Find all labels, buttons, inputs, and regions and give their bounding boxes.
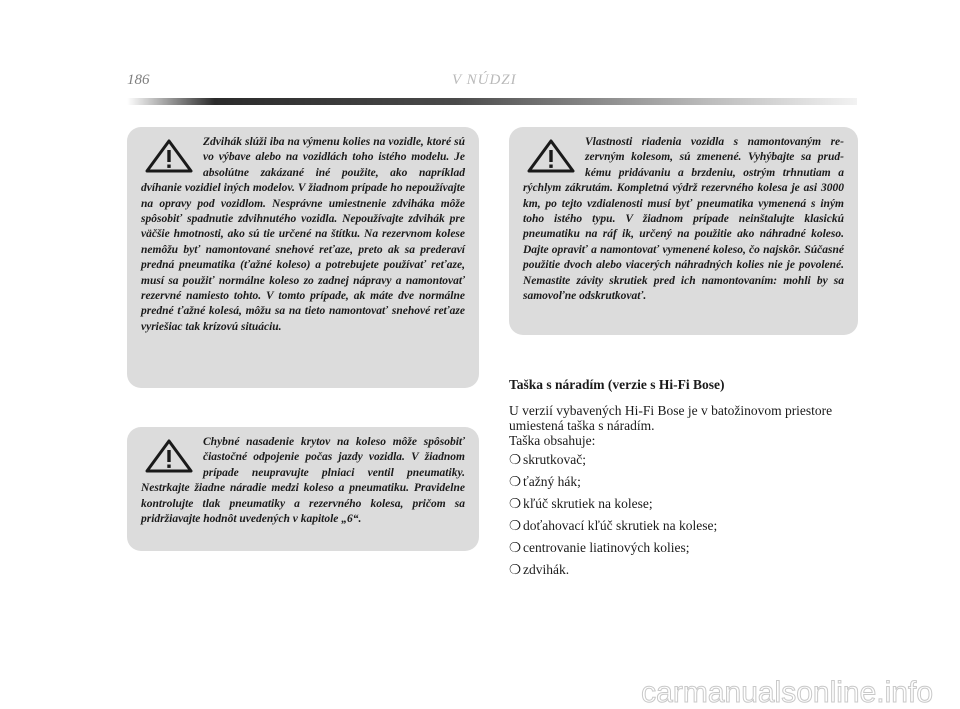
list-item: ❍ ťažný hák; (509, 474, 581, 489)
warning-box-spare-wheel (509, 127, 858, 335)
tool-list (509, 452, 859, 577)
header-rule (127, 98, 857, 105)
list-item: ❍ kľúč skrutiek na kolese; (509, 496, 653, 511)
warning-text: Chybné nasadenie krytov na koleso môže spôsobiť čiastočné odpojenie počas jazdy vozidla. V žiadnom prípade neupravujte plniaci ventil pneumatiky. Nestrkajte žiadne náradie medzi koleso a pneumatiku. Pravidelne kontrolujte tlak pneumatiky a rezervného kolesa, pričom sa pridržiavajte hodnôt uvedených v kapitole „6“. (141, 436, 465, 526)
tool-bag-contains-label: Taška obsahuje: (509, 433, 596, 448)
warning-text: Vlastnosti riadenia vozidla s namontovaným rezervným kolesom, sú zmenené. Vyhýbajte sa prudkému pridávaniu a brzdeniu, ostrým trhnutiam a rýchlym zákrutám. Kompletná výdrž rezervného kolesa je asi 3000 km, po tejto vzdialenosti musí byť pneumatika vymenená s iným toho istého typu. V žiadnom prípade neinštalujte klasickú pneumatiku na ráf ik, určený na použitie ako náhradné koleso. Dajte opraviť a namontovať vymenené koleso, čo najskôr. Súčasné použitie dvoch alebo viacerých náhradných kolies nie je povolené. Nemastite závity skrutiek pred ich namontovaním: mohli by sa samovoľne odskrutkovať. (523, 136, 844, 303)
tool-bag-section (509, 377, 859, 584)
list-item: ❍ doťahovací kľúč skrutiek na kolese; (509, 518, 718, 533)
bullet-circle-icon: ❍ (509, 496, 522, 511)
tool-bag-intro: U verzií vybavených Hi-Fi Bose je v batožinovom priestore umiestená taška s náradím. (509, 403, 833, 433)
section-title: V NÚDZI (452, 72, 517, 88)
bullet-circle-icon: ❍ (509, 562, 522, 577)
tool-bag-heading: Taška s náradím (verzie s Hi-Fi Bose) (509, 377, 725, 392)
list-item: ❍ zdvihák. (509, 562, 570, 577)
bullet-circle-icon: ❍ (509, 540, 522, 555)
bullet-circle-icon: ❍ (509, 474, 522, 489)
svg-text:carmanualsonline.info: carmanualsonline.info (641, 676, 933, 709)
warning-triangle-icon (145, 139, 193, 173)
warning-box-wheel-covers (127, 427, 479, 551)
warning-triangle-icon (527, 139, 575, 173)
warning-text: Zdvihák slúži iba na výmenu kolies na vozidle, ktoré sú vo výbave alebo na vozidlách toho istého modelu. Je absolútne zakázané iné použite, ako napríklad dvíhanie vozidiel iných modelov. V žiadnom prípade ho nepoužívajte na opravy pod vozidlom. Nesprávne umiestnenie zdviháka môže spôsobiť spadnutie zdvihnutého vozidla. Nepoužívajte zdvihák pre väčšie hmotnosti, ako sú tie určené na štítku. Na rezervnom kolese nemôžu byť namontované snehové reťaze, preto ak sa prederaví predná pneumatika (ťažné koleso) a potrebujete používať reťaze, musí sa použiť normálne koleso zo zadnej nápravy a namontovať rezervné namiesto tohto. V tomto prípade, ak máte dve normálne predné ťažné kolesá, môžu sa na tieto namontovať snehové reťaze vyriešiac tak krízovú situáciu. (141, 136, 465, 333)
page-number: 186 (127, 72, 150, 88)
list-item: ❍ skrutkovač; (509, 452, 586, 467)
warning-triangle-icon (145, 439, 193, 473)
list-item: ❍ centrovanie liatinových kolies; (509, 540, 690, 555)
bullet-circle-icon: ❍ (509, 518, 522, 533)
bullet-circle-icon: ❍ (509, 452, 522, 467)
warning-box-jack (127, 127, 479, 388)
